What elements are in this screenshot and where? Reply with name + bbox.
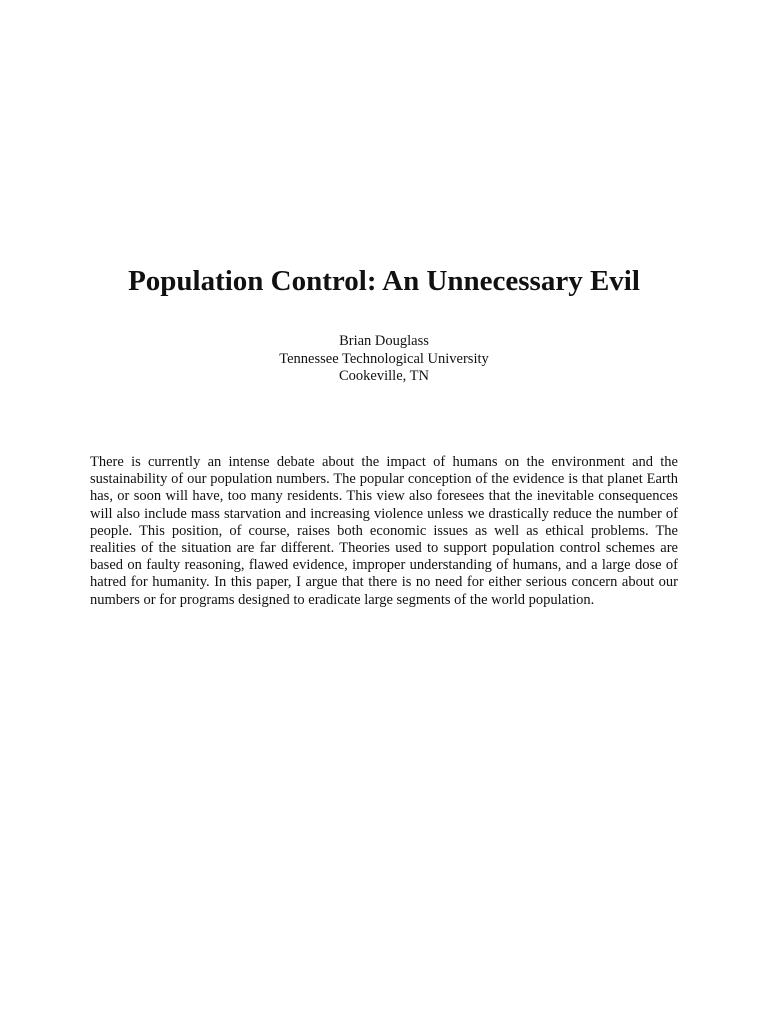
paper-title: Population Control: An Unnecessary Evil: [128, 265, 640, 297]
author-location: Cookeville, TN: [339, 368, 429, 384]
author-affiliation: Tennessee Technological University: [279, 350, 489, 367]
author-name: Brian Douglass: [339, 333, 429, 349]
abstract-paragraph: There is currently an intense debate about the impact of humans on the environment and the sustainability of our population numbers. The popular conception of the evidence is that planet Earth has, or soon will have, too many residents. This view also foresees that the inevitable consequences will also include mass starvation and increasing violence unless we drastically reduce the number of people. This position, of course, raises both economic issues as well as ethical problems. The realities of the situation are far different. Theories used to support population control schemes are based on faulty reasoning, flawed evidence, improper understanding of humans, and a large dose of hatred for humanity. In this paper, I argue that there is no need for either serious concern about our numbers or for programs designed to eradicate large segments of the world population.: [90, 454, 678, 608]
author-block: [0, 333, 768, 386]
